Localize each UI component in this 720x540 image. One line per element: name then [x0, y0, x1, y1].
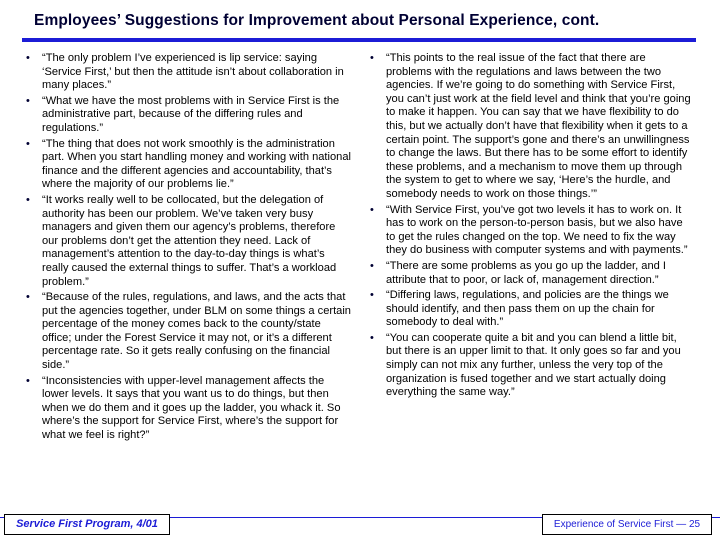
bullet-text: “What we have the most problems with in Service First is the administrative part, because of the differing rules and regulations.” — [42, 94, 340, 134]
bullet-item — [360, 332, 694, 400]
bullet-icon: • — [26, 374, 30, 387]
bullet-icon: • — [26, 193, 30, 206]
footer-program-label: Service First Program, 4/01 — [4, 514, 170, 535]
bullet-icon: • — [370, 289, 374, 302]
bullet-list-right — [360, 52, 694, 402]
bullet-item — [360, 204, 694, 258]
bullet-icon: • — [370, 259, 374, 272]
bullet-item — [16, 138, 352, 192]
bullet-icon: • — [26, 291, 30, 304]
bullet-icon: • — [26, 137, 30, 150]
bullet-text: “The thing that does not work smoothly is the administration part. When you start handling money and working with national finance and the different agencies and accountability, that’s where the majority of our problems lie.” — [42, 137, 351, 191]
bullet-text: “There are some problems as you go up the ladder, and I attribute that to poor, or lack of, management direction.” — [386, 259, 666, 286]
bullet-text: “It works really well to be collocated, but the delegation of authority has been our problem. We’ve taken very busy managers and given them our agency’s problems, therefore our problems don’t get the attention they need. Lack of management’s attention to the day-to-day things is what’s really caused the external things to suffer. That’s a workload problem.” — [42, 193, 337, 288]
bullet-item — [16, 375, 352, 443]
bullet-text: “The only problem I’ve experienced is lip service: saying ‘Service First,’ but then the attitude isn’t about collaboration in many places.” — [42, 52, 344, 92]
bullet-text: “Because of the rules, regulations, and laws, and the acts that put the agencies together, under BLM on some things a certain percentage of the money comes back to the county/state office; under the Forest Service it may not, or it’s a different percentage rate. So it gets really confusing on the financial side.” — [42, 291, 351, 372]
bullet-icon: • — [370, 52, 374, 64]
bullet-text: “Inconsistencies with upper-level management affects the lower levels. It says that you want us to do things, but then when we do them and it goes up the ladder, you whack it. So where’s the support for Service First, where’s the support for what we feel is right?” — [42, 374, 341, 442]
bullet-icon: • — [26, 94, 30, 107]
bullet-item — [16, 291, 352, 373]
bullet-icon: • — [26, 52, 30, 64]
bullet-item — [16, 194, 352, 289]
title-divider — [22, 38, 696, 42]
bullet-item — [360, 52, 694, 202]
bullet-text: “You can cooperate quite a bit and you can blend a little bit, but there is an upper limit to that. It only goes so far and you simply can not mix any further, unless the very top of the organization is fused together and we start actually doing everything the same way.” — [386, 331, 681, 399]
bullet-icon: • — [370, 331, 374, 344]
bullet-text: “Differing laws, regulations, and policies are the things we should identify, and then pass them on up the chain for somebody to deal with.” — [386, 289, 669, 329]
bullet-text: “This points to the real issue of the fact that there are problems with the regulations and laws between the two agencies. If we’re going to do something with Service First, you can’t just work at the field level and think that you’re going to make it happen. You can say that we have flexibility to do this, but we actually don’t have that flexibility when it gets to a certain point. The support’s gone and there’s an unwillingness to change the laws. But there has to be some effort to identify these problems, and a mechanism to move them up through the system to get to where we say, ‘Here’s the hurdle, and somebody needs to work on those things.’” — [386, 52, 691, 200]
bullet-text: “With Service First, you’ve got two levels it has to work on. It has to work on the person-to-person basis, but we also have to get the rules changed on the top. We need to fix the way they do business with computer systems and with payments.” — [386, 203, 688, 257]
bullet-icon: • — [370, 203, 374, 216]
bullet-item — [16, 95, 352, 136]
footer-page-label: Experience of Service First — 25 — [542, 514, 712, 535]
bullet-item — [360, 289, 694, 330]
bullet-item — [360, 260, 694, 287]
bullet-item — [16, 52, 352, 93]
bullet-list-left — [16, 52, 352, 445]
slide-title: Employees’ Suggestions for Improvement about Personal Experience, cont. — [34, 12, 600, 29]
